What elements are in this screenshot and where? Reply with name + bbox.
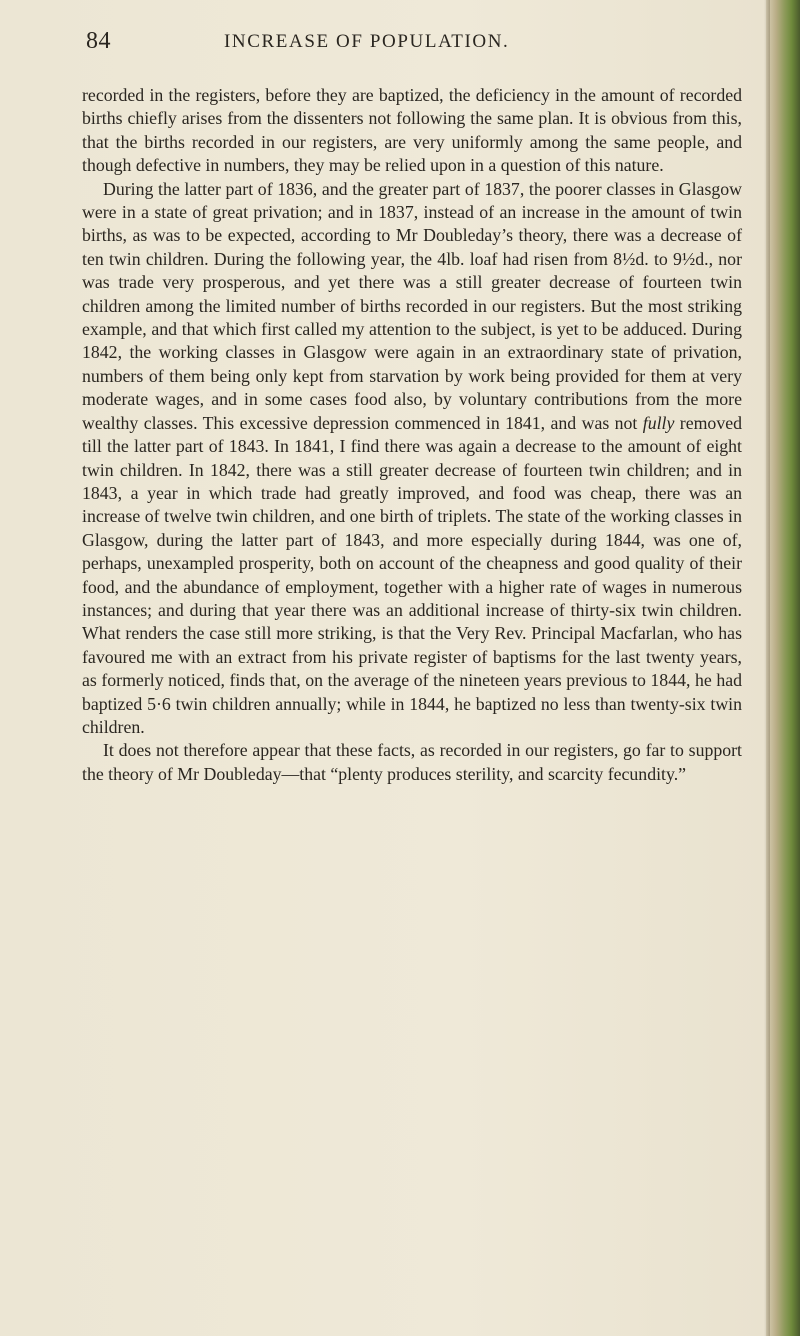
paragraph-text: recorded in the registers, before they are baptized, the deficiency in the amount of recorded births chiefly arises from the dissenters not following the same plan. It is obvious from this, that the births recorded in our registers, are very uniformly among the same people, and though defective in numbers, they may be relied upon in a question of this nature. xyxy=(82,85,742,176)
paragraph-conclusion xyxy=(82,739,742,786)
emphasis-word: fully xyxy=(642,412,675,433)
paragraph-twin-births xyxy=(82,178,742,740)
paragraph-text-continued: removed till the latter part of 1843. In 1841, I find there was again a decrease to the amount of eight twin children. In 1842, there was a still greater decrease of fourteen twin children; and in 1843, a year in which trade had greatly improved, and food was cheap, there was an increase of twelve twin children, and one birth of triplets. The state of the working classes in Glasgow, during the latter part of 1843, and more especially during 1844, was one of, perhaps, unexampled prosperity, both on account of the cheapness and good quality of their food, and the abundance of employment, together with a higher rate of wages in numerous instances; and during that year there was an additional increase of thirty-six twin children. What renders the case still more striking, is that the Very Rev. Principal Macfarlan, who has favoured me with an extract from his private register of baptisms for the last twenty years, as formerly noticed, finds that, on the average of the nineteen years previous to 1844, he had baptized 5·6 twin children annually; while in 1844, he baptized no less than twenty-six twin children. xyxy=(82,412,743,737)
paragraph-text: It does not therefore appear that these facts, as recorded in our registers, go far to support the theory of Mr Doubleday—that “plenty produces sterility, and scarcity fecundity.” xyxy=(82,740,742,784)
page-header xyxy=(86,28,738,58)
running-head: INCREASE OF POPULATION. xyxy=(224,31,510,52)
gutter-shadow xyxy=(764,0,770,1336)
body-text xyxy=(82,84,742,786)
paragraph-continuation xyxy=(82,84,742,178)
paragraph-text: During the latter part of 1836, and the greater part of 1837, the poorer classes in Glasgow were in a state of great privation; and in 1837, instead of an increase in the amount of twin births, as was to be expected, according to Mr Doubleday’s theory, there was a decrease of ten twin children. During the following year, the 4lb. loaf had risen from 8½d. to 9½d., nor was trade very prosperous, and yet there was a still greater decrease of fourteen twin children among the limited number of births recorded in our registers. But the most striking example, and that which first called my attention to the subject, is yet to be adduced. During 1842, the working classes in Glasgow were again in an extraordinary state of privation, numbers of them being only kept from starvation by work being provided for them at very moderate wages, and in some cases food also, by voluntary contributions from the more wealthy classes. This excessive depression commenced in 1841, and was not xyxy=(82,178,742,433)
page-gutter-edge xyxy=(766,0,800,1336)
page-number: 84 xyxy=(86,28,111,54)
